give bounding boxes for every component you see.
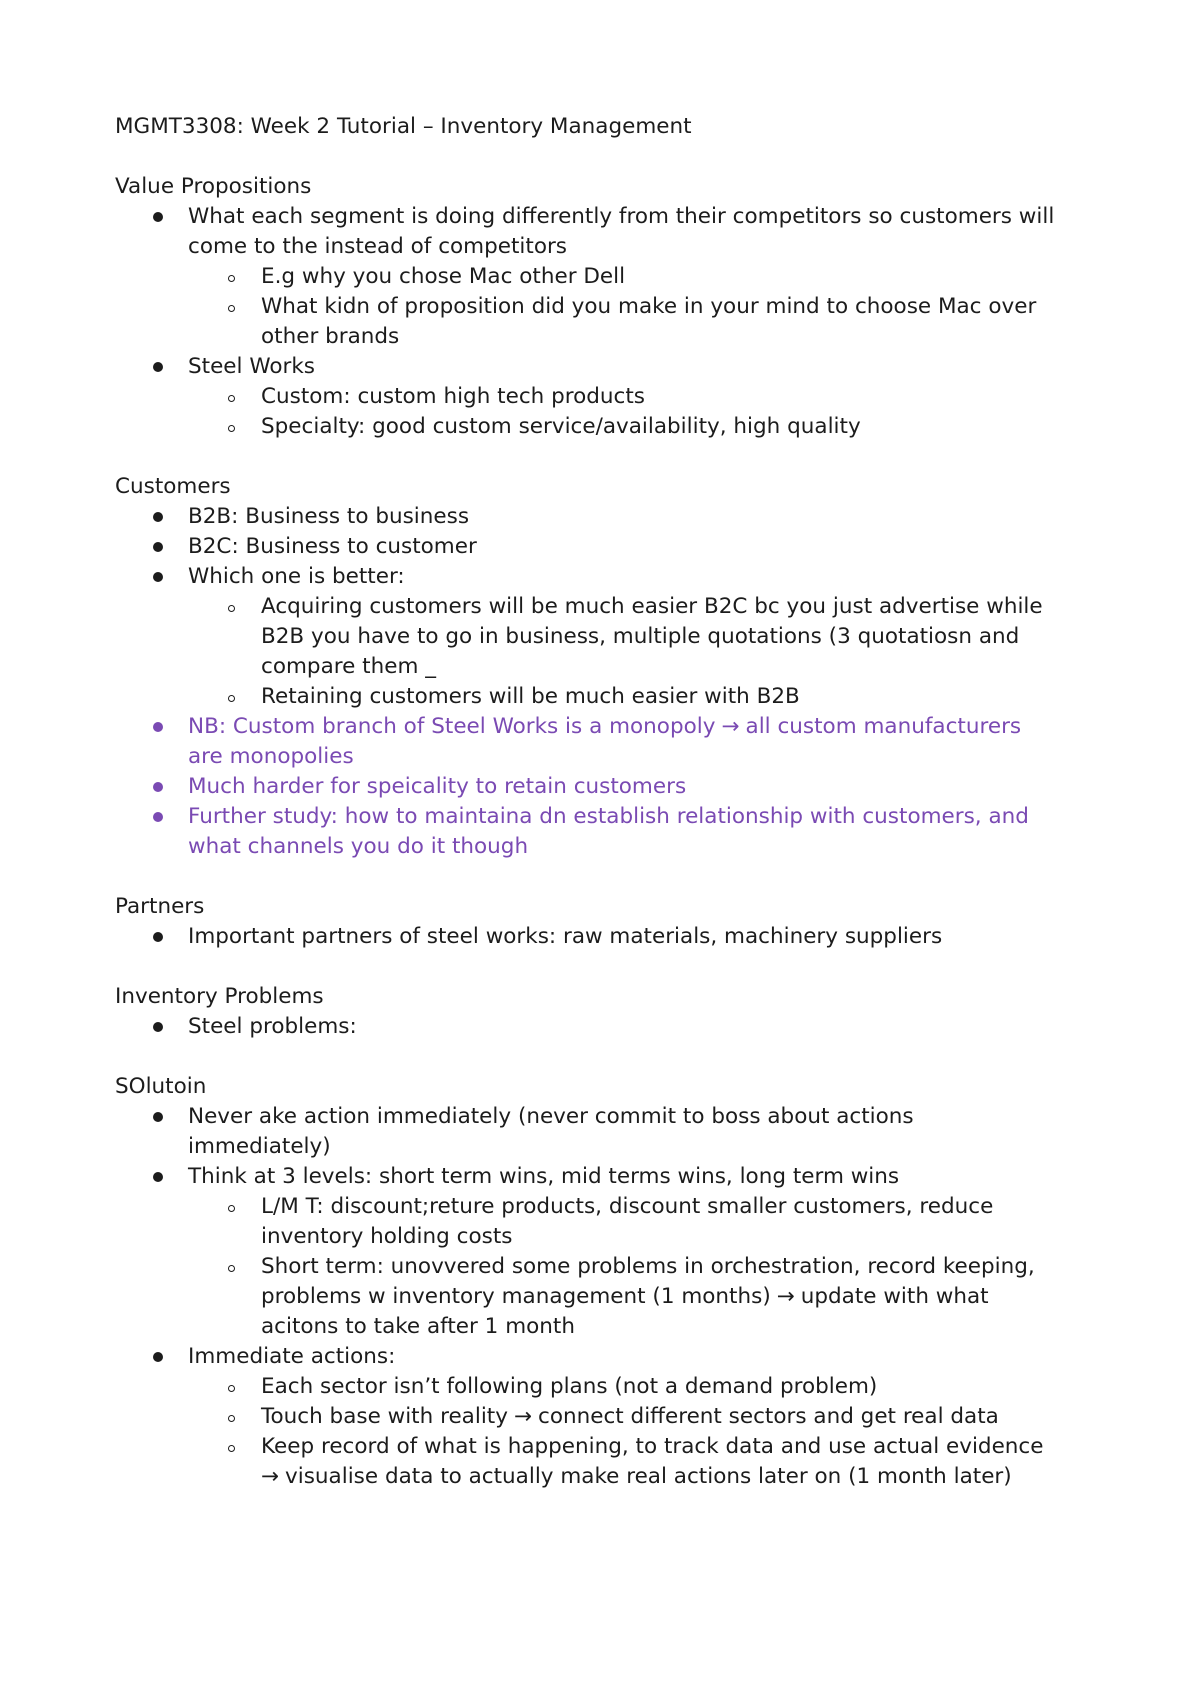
- sub-bullet-icon: [228, 1445, 235, 1452]
- note-item-continuation: are monopolies: [188, 744, 354, 769]
- item-text: visualise data to actually make real actions later on (1 month later): [285, 1464, 1012, 1489]
- list-item: B2B: Business to business: [188, 504, 470, 529]
- list-item: Which one is better:: [188, 564, 405, 589]
- list-item: Never ake action immediately (never commit to boss about actions: [188, 1104, 914, 1129]
- sub-list-item: E.g why you chose Mac other Dell: [261, 264, 626, 289]
- list-item: Think at 3 levels: short term wins, mid terms wins, long term wins: [188, 1164, 900, 1189]
- list-item: Important partners of steel works: raw materials, machinery suppliers: [188, 924, 943, 949]
- note-item: Much harder for speicality to retain customers: [188, 774, 687, 799]
- sub-bullet-icon: [228, 275, 235, 282]
- sub-list-item-continuation: B2B you have to go in business, multiple quotations (3 quotatiosn and: [261, 624, 1020, 649]
- sub-list-item-continuation: other brands: [261, 324, 400, 349]
- arrow-icon: →: [721, 714, 740, 739]
- sub-list-item-continuation: compare them _: [261, 654, 436, 679]
- bullet-icon: [153, 1352, 163, 1362]
- sub-bullet-icon: [228, 1205, 235, 1212]
- sub-bullet-icon: [228, 425, 235, 432]
- bullet-icon: [153, 1022, 163, 1032]
- sub-bullet-icon: [228, 1415, 235, 1422]
- bullet-icon: [153, 362, 163, 372]
- arrow-icon: →: [776, 1284, 795, 1309]
- bullet-icon: [153, 1112, 163, 1122]
- list-item: B2C: Business to customer: [188, 534, 477, 559]
- bullet-icon: [153, 932, 163, 942]
- sub-list-item: L/M T: discount;reture products, discount smaller customers, reduce: [261, 1194, 994, 1219]
- list-item-continuation: immediately): [188, 1134, 331, 1159]
- bullet-icon: [153, 542, 163, 552]
- sub-list-item: Specialty: good custom service/availability, high quality: [261, 414, 861, 439]
- bullet-icon: [153, 512, 163, 522]
- note-item-continuation: what channels you do it though: [188, 834, 529, 859]
- bullet-icon: [153, 812, 163, 822]
- bullet-icon: [153, 212, 163, 222]
- item-text: Touch base with reality: [261, 1404, 508, 1429]
- note-text: all custom manufacturers: [745, 714, 1022, 739]
- list-item: What each segment is doing differently from their competitors so customers will: [188, 204, 1055, 229]
- item-text: connect different sectors and get real data: [538, 1404, 999, 1429]
- sub-list-item: Custom: custom high tech products: [261, 384, 645, 409]
- sub-bullet-icon: [228, 695, 235, 702]
- arrow-icon: →: [261, 1464, 280, 1489]
- sub-list-item: Each sector isn’t following plans (not a demand problem): [261, 1374, 878, 1399]
- bullet-icon: [153, 572, 163, 582]
- item-text: update with what: [800, 1284, 989, 1309]
- bullet-icon: [153, 782, 163, 792]
- section-heading-solution: SOlutoin: [115, 1074, 207, 1099]
- sub-list-item-continuation: inventory holding costs: [261, 1224, 513, 1249]
- bullet-icon: [153, 1172, 163, 1182]
- sub-list-item: Short term: unovvered some problems in orchestration, record keeping,: [261, 1254, 1035, 1279]
- sub-bullet-icon: [228, 605, 235, 612]
- sub-bullet-icon: [228, 395, 235, 402]
- sub-list-item: Acquiring customers will be much easier B2C bc you just advertise while: [261, 594, 1043, 619]
- section-heading-inventory-problems: Inventory Problems: [115, 984, 324, 1009]
- sub-bullet-icon: [228, 1385, 235, 1392]
- sub-bullet-icon: [228, 305, 235, 312]
- note-text: NB: Custom branch of Steel Works is a monopoly: [188, 714, 716, 739]
- note-item: Further study: how to maintaina dn establish relationship with customers, and: [188, 804, 1029, 829]
- sub-list-item: What kidn of proposition did you make in your mind to choose Mac over: [261, 294, 1037, 319]
- sub-list-item: Keep record of what is happening, to track data and use actual evidence: [261, 1434, 1044, 1459]
- sub-list-item: Retaining customers will be much easier with B2B: [261, 684, 800, 709]
- list-item-continuation: come to the instead of competitors: [188, 234, 568, 259]
- bullet-icon: [153, 722, 163, 732]
- sub-list-item-continuation: [261, 1282, 989, 1312]
- sub-bullet-icon: [228, 1265, 235, 1272]
- section-heading-partners: Partners: [115, 894, 205, 919]
- sub-list-item: [261, 1402, 999, 1432]
- list-item: Immediate actions:: [188, 1344, 396, 1369]
- section-heading-value-propositions: Value Propositions: [115, 174, 312, 199]
- section-heading-customers: Customers: [115, 474, 231, 499]
- document-title: MGMT3308: Week 2 Tutorial – Inventory Management: [115, 114, 692, 139]
- sub-list-item-continuation: acitons to take after 1 month: [261, 1314, 575, 1339]
- list-item: Steel Works: [188, 354, 315, 379]
- sub-list-item-continuation: [261, 1462, 1012, 1492]
- list-item: Steel problems:: [188, 1014, 357, 1039]
- arrow-icon: →: [513, 1404, 532, 1429]
- note-item: [188, 712, 1021, 742]
- item-text: problems w inventory management (1 months): [261, 1284, 771, 1309]
